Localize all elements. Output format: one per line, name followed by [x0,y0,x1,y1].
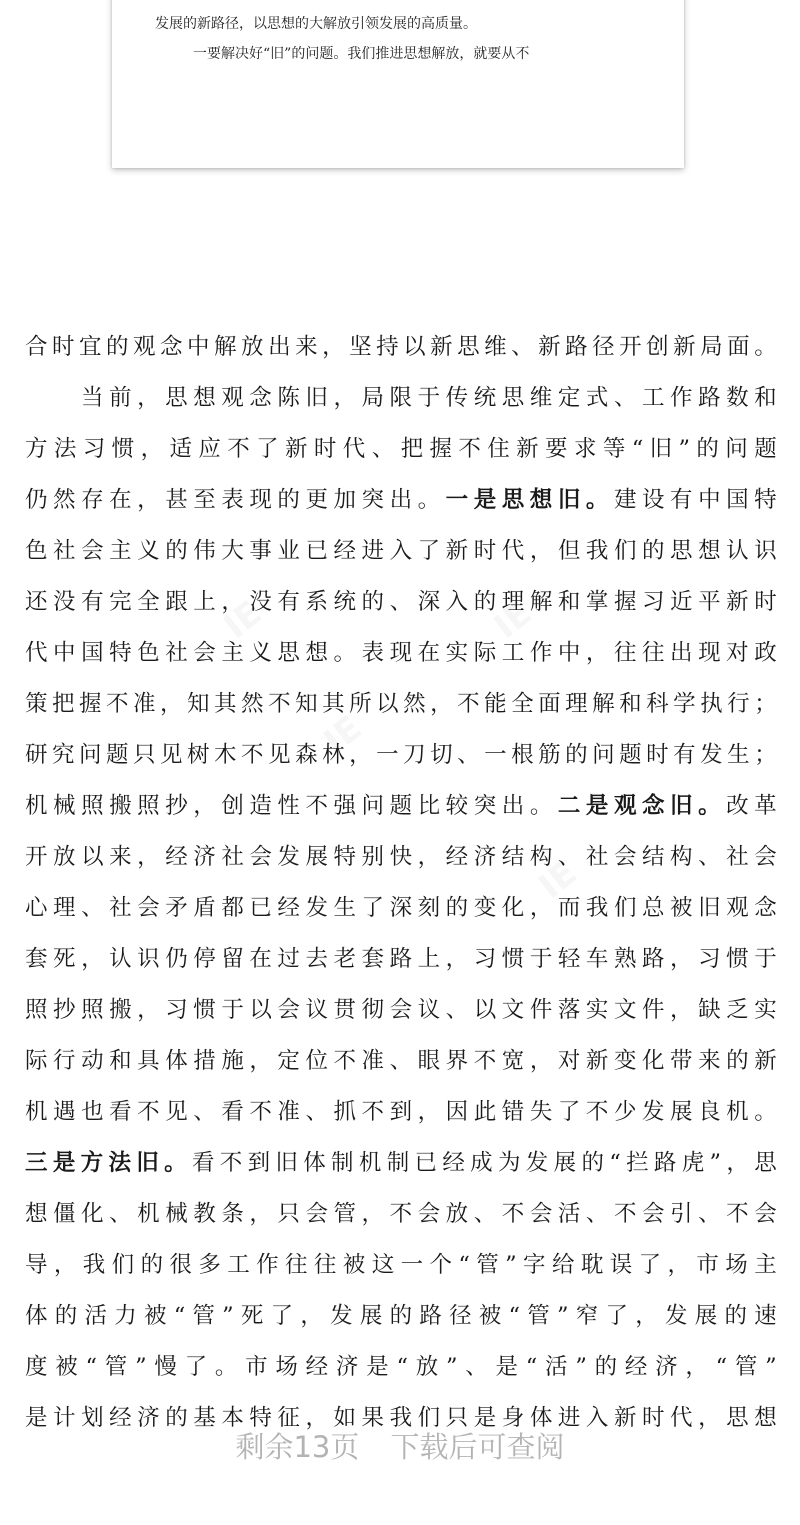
text-line: 合时宜的观念中解放出来，坚持以新思维、新路径开创新局面。 [25,334,777,360]
preview-text-line: 一要解决好“旧”的问题。我们推进思想解放，就要从不 [193,46,530,62]
text-line [25,1138,777,1189]
text-line: 照抄照搬，习惯于以会议贯彻会议、以文件落实文件，缺乏实 [25,997,777,1023]
text-segment: 改革 [726,793,777,819]
text-line: 想僵化、机械教条，只会管，不会放、不会活、不会引、不会 [25,1201,777,1227]
text-line: 度被“管”慢了。市场经济是“放”、是“活”的经济，“管” [25,1354,777,1380]
text-segment: 建设有中国特 [613,487,777,513]
document-page-body [25,322,777,1444]
text-segment: 机械照搬照抄，创造性不强问题比较突出。 [25,793,558,819]
text-line: 是计划经济的基本特征，如果我们只是身体进入新时代，思想 [25,1405,777,1431]
text-line: 当前，思想观念陈旧，局限于传统思维定式、工作路数和 [81,385,777,411]
remaining-pages-download-hint[interactable]: 剩余13页 下载后可查阅 [235,1430,565,1464]
previous-page-preview [112,0,684,168]
text-line: 心理、社会矛盾都已经发生了深刻的变化，而我们总被旧观念 [25,895,777,921]
text-line: 研究问题只见树木不见森林，一刀切、一根筋的问题时有发生； [25,742,777,768]
text-line: 套死，认识仍停留在过去老套路上，习惯于轻车熟路，习惯于 [25,946,777,972]
text-line: 开放以来，经济社会发展特别快，经济结构、社会结构、社会 [25,844,777,870]
bold-heading: 二是观念旧。 [557,793,727,819]
text-line: 导，我们的很多工作往往被这一个“管”字给耽误了，市场主 [25,1252,777,1278]
text-line: 策把握不准，知其然不知其所以然，不能全面理解和科学执行； [25,691,777,717]
bold-heading: 一是思想旧。 [445,487,614,513]
text-line: 体的活力被“管”死了，发展的路径被“管”窄了，发展的速 [25,1303,777,1329]
text-line [25,475,777,526]
text-line [25,781,777,832]
text-line: 色社会主义的伟大事业已经进入了新时代，但我们的思想认识 [25,538,777,564]
text-line: 方法习惯，适应不了新时代、把握不住新要求等“旧”的问题 [25,436,777,462]
bold-heading: 三是方法旧。 [25,1150,192,1176]
text-line: 机遇也看不见、看不准、抓不到，因此错失了不少发展良机。 [25,1099,777,1125]
text-segment: 看不到旧体制机制已经成为发展的“拦路虎”，思 [191,1150,777,1176]
preview-text-line: 发展的新路径，以思想的大解放引领发展的高质量。 [155,16,477,32]
text-segment: 仍然存在，甚至表现的更加突出。 [25,487,446,513]
text-line: 际行动和具体措施，定位不准、眼界不宽，对新变化带来的新 [25,1048,777,1074]
text-line: 代中国特色社会主义思想。表现在实际工作中，往往出现对政 [25,640,777,666]
text-line: 还没有完全跟上，没有系统的、深入的理解和掌握习近平新时 [25,589,777,615]
